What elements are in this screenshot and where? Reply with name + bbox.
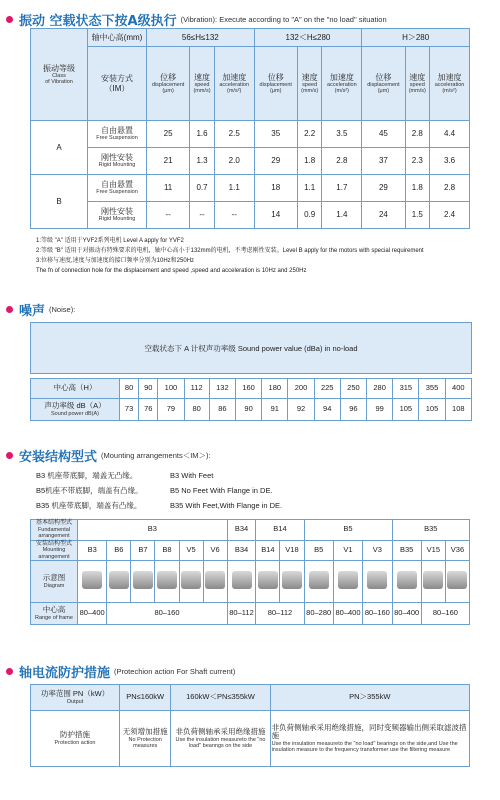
- range-header-3: H＞280: [362, 29, 470, 47]
- range-header-1: 56≤H≤132: [147, 29, 255, 47]
- table-row: 刚性安装 Rigid Mounting 21 1.3 2.0 29 1.8 2.8 37 2.3 3.6: [31, 148, 470, 175]
- noise-section-title: 噪声 (Noise):: [6, 300, 75, 319]
- table-row: 刚性安装 Rigid Mounting -- -- -- 14 0.9 1.4 24 1.5 2.4: [31, 202, 470, 229]
- class-a-cell: A: [31, 121, 88, 175]
- motor-diagram-icon: [447, 571, 467, 589]
- col-displacement-1: 位移 displacement (μm): [147, 47, 190, 121]
- protection-table: 功率范围 PN（kW） Output PN≤160kW 160kW＜PN≤355kW PN＞355kW 防护措施 Protection action 无须增加措施 No Protection measures 非负荷侧轴承采用绝缘措施 Use the insulation measureto the "no load" beanngs on the side 非负荷侧轴承采用绝缘措施，同时变频器输出侧采取滤波措施 Use the insulation measureto the "no load" bearings on the side,and Use the insulation measure to the frequency transformer use the filtering measure: [30, 684, 470, 767]
- noise-header: 空载状态下 A 计权声功率级 Sound power value (dBa) in no-load: [30, 322, 472, 374]
- col-speed-1: 速度 speed (mm/s): [190, 47, 215, 121]
- motor-diagram-icon: [338, 571, 358, 589]
- mount-header: 安装方式 （IM）: [88, 47, 147, 121]
- col-accel-2: 加速度 acceleration (m/s²): [322, 47, 362, 121]
- motor-diagram-icon: [232, 571, 252, 589]
- motor-diagram-icon: [282, 571, 302, 589]
- protection-section-title: 轴电流防护措施 (Protechion action For Shaft current): [6, 662, 235, 681]
- class-b-cell: B: [31, 175, 88, 229]
- col-accel-3: 加速度 acceleration (m/s²): [430, 47, 470, 121]
- col-displacement-3: 位移 displacement (μm): [362, 47, 405, 121]
- col-displacement-2: 位移 displacement (μm): [254, 47, 297, 121]
- col-speed-3: 速度 speed (mm/s): [405, 47, 430, 121]
- table-row: 声功率级 dB（A） Sound power dB(A) 73 76 79 80 86 90 91 92 94 96 99 105 105 108: [31, 399, 472, 421]
- motor-diagram-icon: [309, 571, 329, 589]
- motor-diagram-icon: [397, 571, 417, 589]
- vibration-title-cn: 振动 空载状态下按A级执行: [19, 14, 177, 29]
- noise-table: [30, 378, 472, 421]
- motor-diagram-icon: [82, 571, 102, 589]
- motor-diagram-icon: [133, 571, 153, 589]
- motor-diagram-icon: [181, 571, 201, 589]
- range-header-2: 132＜H≤280: [254, 29, 362, 47]
- motor-diagram-icon: [109, 571, 129, 589]
- bullet-dot-icon: [6, 16, 13, 23]
- vibration-section-title: [6, 10, 387, 29]
- table-row: B 自由悬置 Free Suspension 11 0.7 1.1 18 1.1 1.7 29 1.8 2.8: [31, 175, 470, 202]
- vibration-table: [30, 28, 470, 229]
- motor-diagram-icon: [367, 571, 387, 589]
- vibration-notes: 1:等级 "A" 适用于YVF2系列电机 Level A apply for YVF2 2:等级 "B" 适用于对振动有特殊要求的电机，轴中心高小于132mm的电机，不考虑刚性安装。Level B apply for the motors with special requirement 3:位移与速度,速度与加速度的接口频率分别为10Hz和250Hz The fn of connection hole for the displacement and speed ,speed and acceleration is 10Hz and 250Hz: [36, 238, 424, 274]
- shaft-height-header: 轴中心高(mm): [88, 29, 147, 47]
- bullet-dot-icon: [6, 452, 13, 459]
- motor-diagram-icon: [157, 571, 177, 589]
- col-speed-2: 速度 speed (mm/s): [297, 47, 322, 121]
- mounting-list: B3 机座带底脚，端盖无凸缘。 B3 With Feet B5机座不带底脚，端盖有凸缘。 B5 No Feet With Flange in DE. B35 机座带底脚，端盖有凸缘。 B35 With Feet,With Flange in DE.: [36, 471, 283, 510]
- motor-diagram-icon: [205, 571, 225, 589]
- mounting-section-title: 安装结构型式 (Mounting arrangements＜IM＞):: [6, 446, 211, 465]
- class-header: 振动等级 Class of Vibration: [31, 29, 88, 121]
- table-row: A 自由悬置 Free Suspension 25 1.6 2.5 35 2.2 3.5 45 2.8 4.4: [31, 121, 470, 148]
- table-row: 中心高（H） 80 90 100 112 132 160 180 200 225 250 280 315 355 400: [31, 379, 472, 399]
- motor-diagram-icon: [423, 571, 443, 589]
- bullet-dot-icon: [6, 306, 13, 313]
- col-accel-1: 加速度 acceleration (m/s²): [214, 47, 254, 121]
- vibration-title-en: (Vibration): Execute according to "A" on the "no load" situation: [180, 15, 387, 24]
- bullet-dot-icon: [6, 668, 13, 675]
- mounting-table: 基本结构型式 Fundamental arrangement B3 B34 B14 B5 B35 安装结构型式 Mounting arrangement B3 B6 B7 B8 V5 V6 B34 B14 V18 B5 V1 V3 B35 V15 V36 示意图 Diagram 中心高 Range of frame 80–400 80–160 80–112 80–112 80–280 80–400 80–160 80–400 80–160: [30, 519, 470, 625]
- motor-diagram-icon: [258, 571, 278, 589]
